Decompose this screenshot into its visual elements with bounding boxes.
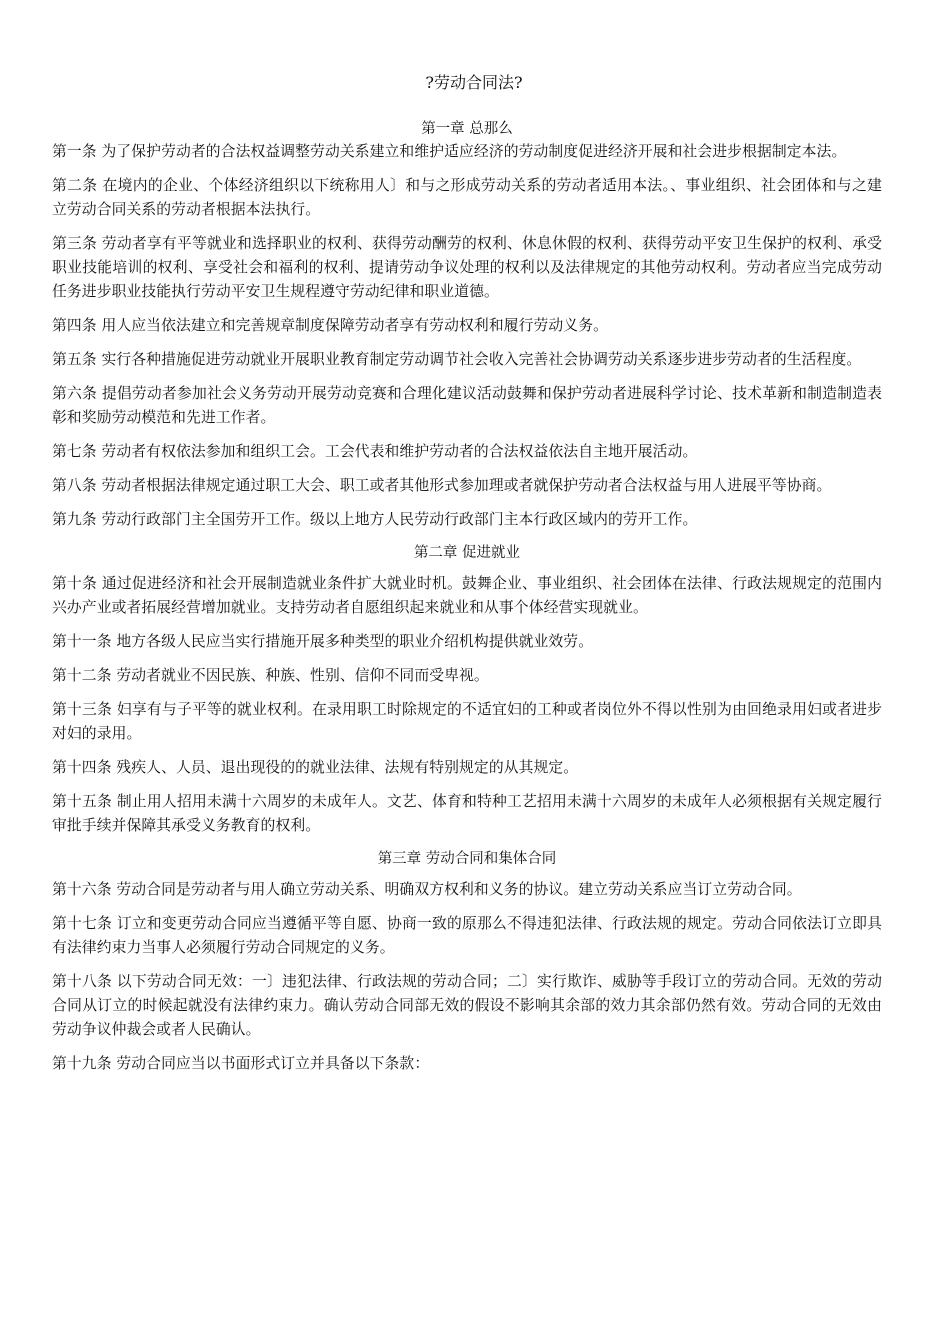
chapter-heading: 第三章 劳动合同和集体合同 xyxy=(377,851,557,867)
article-paragraph: 第十六条 劳动合同是劳动者与用人确立劳动关系、明确双方权利和义务的协议。建立劳动关系应当订立劳动合同。 xyxy=(52,881,802,898)
article-paragraph: 第二条 在境内的企业、个体经济组织以下统称用人〕和与之形成劳动关系的劳动者适用本法。、事业组织、社会团体和与之建立劳动合同关系的劳动者根据本法执行。 xyxy=(52,177,882,218)
article-paragraph: 第四条 用人应当依法建立和完善规章制度保障劳动者享有劳动权利和履行劳动义务。 xyxy=(52,317,608,334)
article-paragraph: 第十四条 残疾人、人员、退出现役的的就业法律、法规有特别规定的从其规定。 xyxy=(52,759,579,776)
article-paragraph: 第八条 劳动者根据法律规定通过职工大会、职工或者其他形式参加理或者就保护劳动者合法权益与用人进展平等协商。 xyxy=(52,477,832,494)
article-paragraph: 第十七条 订立和变更劳动合同应当遵循平等自愿、协商一致的原那么不得违犯法律、行政法规的规定。劳动合同依法订立即具有法律约束力当事人必须履行劳动合同规定的义务。 xyxy=(52,915,882,956)
article-paragraph: 第五条 实行各种措施促进劳动就业开展职业教育制定劳动调节社会收入完善社会协调劳动关系逐步进步劳动者的生活程度。 xyxy=(52,351,862,368)
chapter-heading: 第一章 总那么 xyxy=(421,121,513,137)
article-paragraph: 第十三条 妇享有与子平等的就业权利。在录用职工时除规定的不适宜妇的工种或者岗位外不得以性别为由回绝录用妇或者进步对妇的录用。 xyxy=(52,701,882,742)
article-paragraph: 第十九条 劳动合同应当以书面形式订立并具备以下条款： xyxy=(52,1055,430,1072)
article-paragraph: 第十二条 劳动者就业不因民族、种族、性别、信仰不同而受卑视。 xyxy=(52,667,489,684)
article-paragraph: 第九条 劳动行政部门主全国劳开工作。级以上地方人民劳动行政部门主本行政区域内的劳开工作。 xyxy=(52,511,698,528)
article-paragraph: 第十一条 地方各级人民应当实行措施开展多种类型的职业介绍机构提供就业效劳。 xyxy=(52,633,594,650)
article-paragraph: 第十五条 制止用人招用未满十六周岁的未成年人。文艺、体育和特种工艺招用未满十六周岁的未成年人必须根据有关规定履行审批手续并保障其承受义务教育的权利。 xyxy=(52,793,882,834)
document-title: ?劳动合同法? xyxy=(425,73,523,92)
article-paragraph: 第三条 劳动者享有平等就业和选择职业的权利、获得劳动酬劳的权利、休息休假的权利、获得劳动平安卫生保护的权利、承受职业技能培训的权利、享受社会和福利的权利、提请劳动争议处理的权利以及法律规定的其他劳动权利。劳动者应当完成劳动任务进步职业技能执行劳动平安卫生规程遵守劳动纪律和职业道德。 xyxy=(52,235,882,300)
article-paragraph: 第七条 劳动者有权依法参加和组织工会。工会代表和维护劳动者的合法权益依法自主地开展活动。 xyxy=(52,443,698,460)
article-paragraph: 第十八条 以下劳动合同无效：一〕违犯法律、行政法规的劳动合同；二〕实行欺诈、威胁等手段订立的劳动合同。无效的劳动合同从订立的时候起就没有法律约束力。确认劳动合同部无效的假设不影响其余部的效力其余部仍然有效。劳动合同的无效由劳动争议仲裁会或者人民确认。 xyxy=(52,973,882,1038)
article-paragraph: 第十条 通过促进经济和社会开展制造就业条件扩大就业时机。鼓舞企业、事业组织、社会团体在法律、行政法规规定的范围内兴办产业或者拓展经营增加就业。支持劳动者自愿组织起来就业和从事个体经营实现就业。 xyxy=(52,575,882,616)
article-paragraph: 第六条 提倡劳动者参加社会义务劳动开展劳动竞赛和合理化建议活动鼓舞和保护劳动者进展科学讨论、技术革新和制造制造表彰和奖励劳动模范和先进工作者。 xyxy=(52,385,882,426)
article-paragraph: 第一条 为了保护劳动者的合法权益调整劳动关系建立和维护适应经济的劳动制度促进经济开展和社会进步根据制定本法。 xyxy=(52,143,847,160)
chapter-heading: 第二章 促进就业 xyxy=(413,545,521,561)
